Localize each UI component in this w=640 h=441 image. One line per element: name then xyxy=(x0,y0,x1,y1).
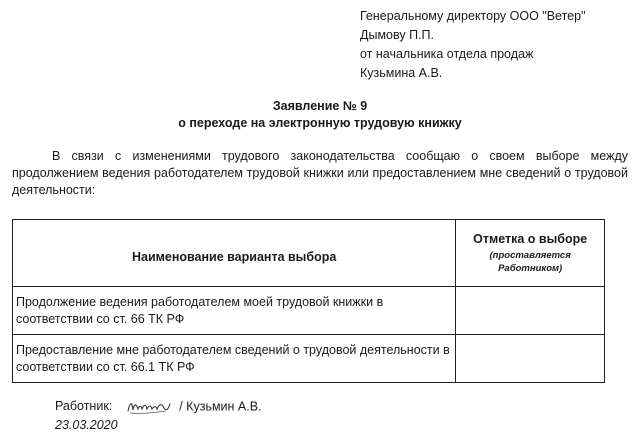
addressee-block xyxy=(360,7,586,83)
header-mark-title: Отметка о выборе xyxy=(473,231,588,246)
header-option-name: Наименование варианта выбора xyxy=(13,220,456,287)
addressee-line-2: Дымову П.П. xyxy=(360,28,434,42)
option-mark-cell[interactable] xyxy=(456,335,605,383)
addressee-line-4: Кузьмина А.В. xyxy=(360,66,443,80)
signature-date: 23.03.2020 xyxy=(55,418,118,432)
table-header-row xyxy=(13,220,605,287)
table-row xyxy=(13,335,605,383)
option-mark-cell[interactable] xyxy=(456,287,605,335)
handwritten-signature xyxy=(126,398,172,416)
option-text: Предоставление мне работодателем сведений о трудовой деятельности в соответствии со ст. 66.1 ТК РФ xyxy=(13,335,456,383)
addressee-line-3: от начальника отдела продаж xyxy=(360,47,534,61)
document-subtitle: о переходе на электронную трудовую книжку xyxy=(178,116,462,130)
option-text: Продолжение ведения работодателем моей трудовой книжки в соответствии со ст. 66 ТК РФ xyxy=(13,287,456,335)
intro-paragraph: В связи с изменениями трудового законодательства сообщаю о своем выборе между продолжением ведения работодателем трудовой книжки или предоставлением мне сведений о трудовой деятельности: xyxy=(12,149,628,197)
header-mark-note: (проставляется Работником) xyxy=(489,249,571,274)
table-row xyxy=(13,287,605,335)
header-choice-mark xyxy=(456,220,605,287)
signature-line xyxy=(55,398,262,416)
choice-table xyxy=(12,219,605,383)
addressee-line-1: Генеральному директору ООО "Ветер" xyxy=(360,9,586,23)
signature-name: / Кузьмин А.В. xyxy=(179,399,262,414)
signature-label: Работник: xyxy=(55,399,113,414)
document-title: Заявление № 9 xyxy=(272,99,368,113)
